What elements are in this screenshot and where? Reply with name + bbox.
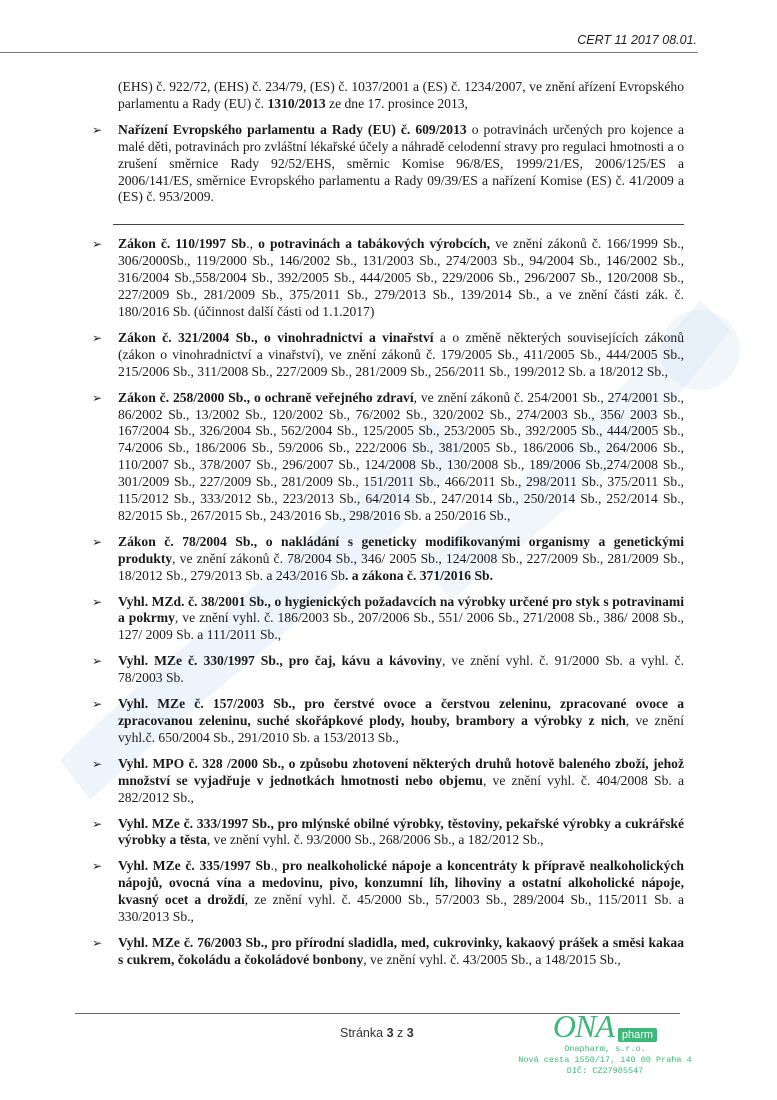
arrow-bullet-icon: ➢ <box>92 859 103 874</box>
list-item <box>92 934 684 969</box>
text: , ve znění zákonů č. 78/2004 Sb., 346/ 2005 Sb., 124/2008 Sb., 227/2009 Sb., 281/2009 Sb., 18/2012 Sb., 279/2013 Sb. a 243/2016 Sb <box>118 550 684 583</box>
arrow-bullet-icon: ➢ <box>92 654 103 669</box>
list-item <box>92 653 684 687</box>
text: ze dne 17. prosince 2013, <box>325 95 468 111</box>
text: , ve znění vyhl. č. 91/2000 Sb. a vyhl. č. 78/2003 Sb. <box>118 653 684 686</box>
document-body <box>92 79 685 978</box>
text: , ve znění zákonů č. 254/2001 Sb., 274/2001 Sb., 86/2002 Sb., 13/2002 Sb., 120/2002 Sb., 76/2002 Sb., 320/2002 Sb., 274/2003 Sb., 356/ 2003 Sb., 167/2004 Sb., 326/2004 Sb., 562/2004 Sb., 125/2005 Sb., 253/2005 Sb., 392/2005 Sb., 444/2005 Sb., 74/2006 Sb., 186/2006 Sb., 59/2006 Sb., 222/2006 Sb., 381/2005 Sb., 186/2006 Sb., 264/2006 Sb., 110/2007 Sb., 378/2007 Sb., 296/2007 Sb., 124/2008 Sb., 130/2008 Sb., 189/2006 Sb.,274/2008 Sb., 301/2009 Sb., 227/2009 Sb., 281/2009 Sb., 151/2011 Sb., 466/2011 Sb., 298/2011 Sb., 375/2011 Sb., 115/2012 Sb., 333/2012 Sb., 223/2013 Sb., 64/2014 Sb., 247/2014 Sb., 250/2014 Sb., 252/2014 Sb., 82/2015 Sb., 267/2015 Sb., 243/2016 Sb., 298/2016 Sb. a 250/2016 Sb., <box>118 389 684 523</box>
arrow-bullet-icon: ➢ <box>92 122 103 137</box>
text: ., <box>270 858 283 874</box>
onapharm-logo <box>515 1004 695 1044</box>
stamp-company: Onapharm, s.r.o. <box>564 1044 646 1054</box>
text: , ve znění vyhl.č. 650/2004 Sb., 291/2010 Sb. a 153/2013 Sb., <box>118 713 684 745</box>
section-divider <box>113 224 684 225</box>
bold-text: Zákon č. 321/2004 Sb., o vinohradnictví a vinařství <box>118 329 434 345</box>
text: ., <box>246 236 259 252</box>
bold-text: Nařízení Evropského parlamentu a Rady (EU) č. 609/2013 <box>118 121 467 137</box>
bold-text: Vyhl. MZe č. 335/1997 Sb <box>118 858 271 874</box>
text: a o změně některých souvisejících zákonů (zákon o vinohradnictví a vinařství), ve znění zákonů č. 179/2005 Sb., 411/2005 Sb., 444/2005 Sb., 215/2006 Sb., 311/2008 Sb., 227/2009 Sb., 281/2009 Sb., 256/2011 Sb., 199/2012 Sb. a 18/2012 Sb., <box>118 329 685 379</box>
page-footer <box>0 1003 777 1100</box>
arrow-bullet-icon: ➢ <box>92 330 103 345</box>
bold-text: Vyhl. MZe č. 76/2003 Sb., pro přírodní sladidla, med, cukrovinky, kakaový prášek a směsi kakaa s cukrem, čokoládu a čokoládové bonbony <box>118 934 684 967</box>
bold-text: o potravinách a tabákových výrobcích, <box>258 236 491 252</box>
page-separator: z <box>393 1026 407 1040</box>
text: ve znění zákonů č. 166/1999 Sb., 306/2000Sb., 119/2000 Sb., 146/2002 Sb., 131/2003 Sb., 274/2003 Sb., 94/2004 Sb., 146/2002 Sb., 316/2004 Sb.,558/2004 Sb., 392/2005 Sb., 444/2005 Sb., 229/2006 Sb., 296/2007 Sb., 120/2008 Sb., 227/2009 Sb., 281/2009 Sb., 375/2011 Sb., 279/2013 Sb., 139/2014 Sb., a ve znění části zák. č. 180/2016 Sb. (účinnost další části od 1.1.2017) <box>118 236 684 319</box>
text: , ve znění vyhl. č. 43/2005 Sb., a 148/2015 Sb., <box>363 951 621 967</box>
regulation-list-eu <box>92 121 685 207</box>
footer-row <box>0 1008 777 1100</box>
regulation-list-cz <box>92 236 685 968</box>
list-item <box>92 858 684 926</box>
arrow-bullet-icon: ➢ <box>92 390 103 405</box>
bold-text: Zákon č. 258/2000 Sb., o ochraně veřejného zdraví <box>118 389 414 405</box>
bold-text: 1310/2013 <box>267 95 326 111</box>
bold-text: Zákon č. 78/2004 Sb., o nakládání s geneticky modifikovanými organismy a genetickými produkty <box>118 533 684 566</box>
company-stamp <box>515 1004 695 1077</box>
bold-text: . a zákona č. 371/2016 Sb. <box>344 567 494 583</box>
text: o potravinách určených pro kojence a malé děti, potravinách pro zvláštní lékařské účely a náhradě celodenní stravy pro regulaci hmotnosti a o zrušení směrnice Rady 92/52/EHS, směrnic Komise 96/8/ES, 1999/21/ES, 2006/125/ES a 2006/141/ES, směrnice Evropského parlamentu a Rady 09/39/ES a nařízení Komise (ES) č. 41/2009 a (ES) č. 953/2009. <box>118 121 685 205</box>
arrow-bullet-icon: ➢ <box>92 594 103 609</box>
bold-text: Vyhl. MZe č. 157/2003 Sb., pro čerstvé ovoce a čerstvou zeleninu, zpracované ovoce a zpracovanou zeleninu, suché skořápkové plody, houby, brambory a výrobky z nich <box>118 696 684 728</box>
list-item <box>92 815 684 850</box>
page-current: 3 <box>386 1026 394 1040</box>
arrow-bullet-icon: ➢ <box>92 697 103 712</box>
stamp-tax-id: DIČ: CZ27985547 <box>566 1066 644 1076</box>
text: , ze znění vyhl. č. 45/2000 Sb., 57/2003 Sb., 289/2004 Sb., 115/2011 Sb. a 330/2013 Sb., <box>118 892 684 925</box>
text: , ve znění vyhl. č. 404/2008 Sb. a 282/2012 Sb., <box>118 772 684 805</box>
bold-text: Vyhl. MPO č. 328 /2000 Sb., o způsobu zhotovení některých druhů hotově baleného zboží, jehož množství se vyjadřuje v jednotkách hmotnosti nebo objemu <box>118 755 684 788</box>
list-item <box>92 329 685 381</box>
list-item <box>92 593 684 645</box>
intro-paragraph <box>118 79 684 113</box>
page-total: 3 <box>406 1026 414 1040</box>
bold-text: Zákon č. 110/1997 Sb <box>118 236 247 252</box>
list-item <box>92 533 684 585</box>
text: , ve znění vyhl. č. 186/2003 Sb., 207/2006 Sb., 551/ 2006 Sb., 271/2008 Sb., 386/ 2008 Sb., 127/ 2009 Sb. a 111/2011 Sb., <box>118 610 684 643</box>
bold-text: Vyhl. MZd. č. 38/2001 Sb., o hygienických požadavcích na výrobky určené pro styk s potravinami a pokrmy <box>118 593 684 626</box>
list-item <box>92 696 684 747</box>
text: , ve znění vyhl. č. 93/2000 Sb., 268/2006 Sb., a 182/2012 Sb., <box>206 832 544 848</box>
header-divider <box>0 52 698 53</box>
logo-badge: pharm <box>618 1028 657 1042</box>
arrow-bullet-icon: ➢ <box>92 756 103 771</box>
arrow-bullet-icon: ➢ <box>92 534 103 549</box>
list-item <box>92 389 684 525</box>
bold-text: pro nealkoholické nápoje a koncentráty k přípravě nealkoholických nápojů, ovocná vína a medovinu, pivo, konzumní líh, lihoviny a ostatní alkoholické nápoje, kvasný ocet a droždí <box>118 858 684 908</box>
arrow-bullet-icon: ➢ <box>92 237 103 252</box>
page-label: Stránka <box>340 1026 387 1040</box>
page-number <box>340 1026 414 1041</box>
list-item <box>92 755 684 807</box>
bold-text: Vyhl. MZe č. 333/1997 Sb., pro mlýnské obilné výrobky, těstoviny, pekařské výrobky a cukrářské výrobky a těsta <box>118 815 684 848</box>
list-item <box>92 121 685 207</box>
list-item <box>92 236 684 321</box>
arrow-bullet-icon: ➢ <box>92 935 103 950</box>
text: (EHS) č. 922/72, (EHS) č. 234/79, (ES) č. 1037/2001 a (ES) č. 1234/2007, ve znění ařízení Evropského parlamentu a Rady (EU) č. <box>118 79 684 111</box>
logo-text: ONA <box>552 1008 614 1044</box>
document-code: CERT 11 2017 08.01. <box>577 33 697 47</box>
bold-text: Vyhl. MZe č. 330/1997 Sb., pro čaj, kávu a kávoviny <box>118 653 442 669</box>
arrow-bullet-icon: ➢ <box>92 816 103 831</box>
stamp-address: Nová cesta 1550/17, 140 00 Praha 4 <box>518 1055 692 1065</box>
